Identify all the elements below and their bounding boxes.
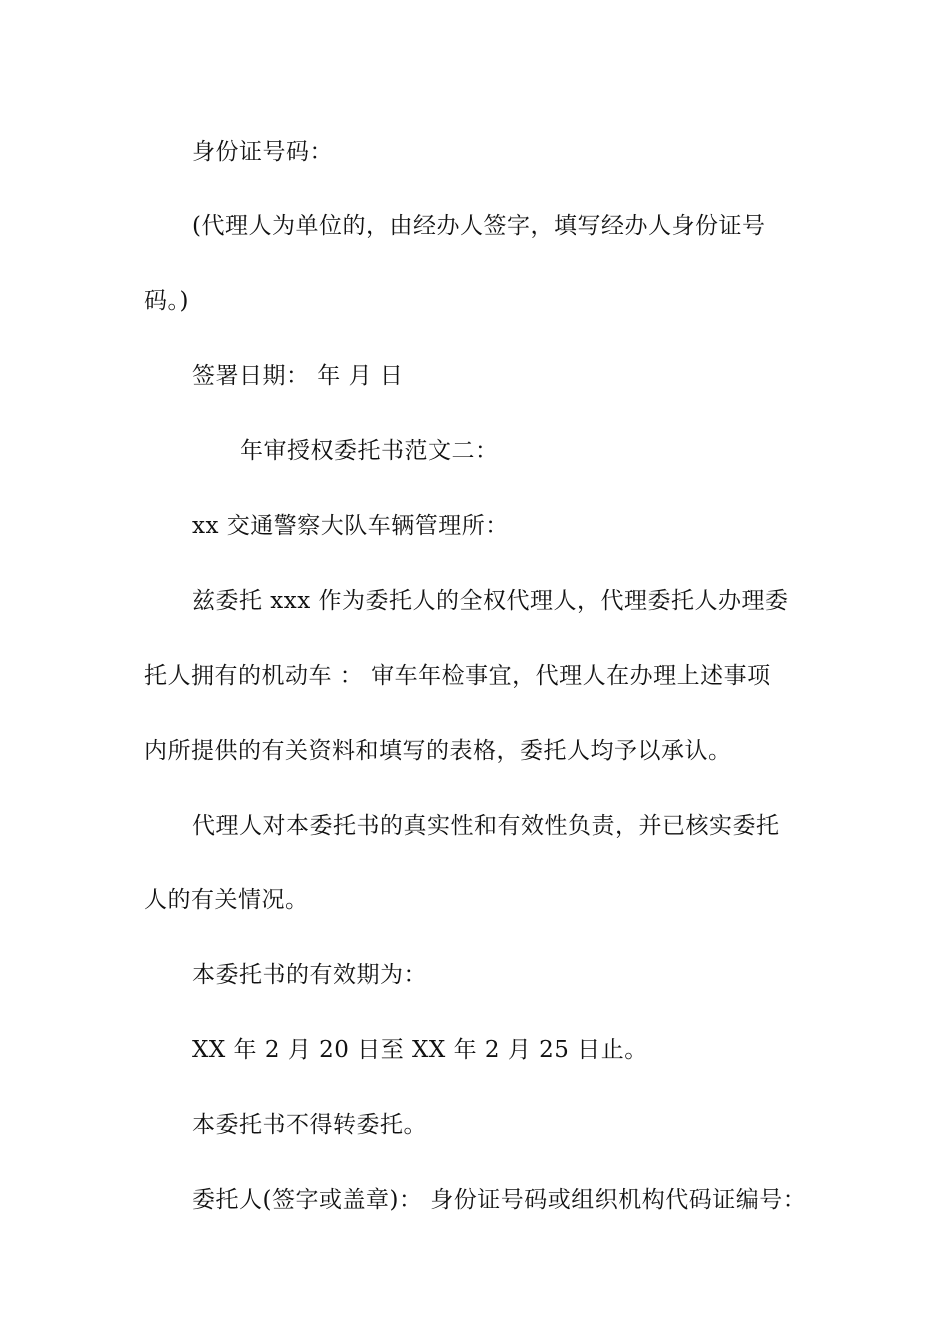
signing-date: 签署日期： 年 月 日 [192, 363, 404, 389]
agent-unit-note-cont: 码。) [144, 288, 189, 314]
no-sub-delegation: 本委托书不得转委托。 [192, 1112, 427, 1138]
paragraph-2-line-1: 代理人对本委托书的真实性和有效性负责，并已核实委托 [192, 813, 780, 839]
principal-signature-line: 委托人(签字或盖章)： 身份证号码或组织机构代码证编号： [192, 1187, 807, 1213]
id-number-label: 身份证号码： [192, 139, 333, 165]
paragraph-2-line-2: 人的有关情况。 [144, 887, 309, 913]
paragraph-1-line-1: 兹委托 xxx 作为委托人的全权代理人，代理委托人办理委 [192, 588, 789, 614]
paragraph-1-line-2: 托人拥有的机动车 ： 审车年检事宜，代理人在办理上述事项 [144, 663, 771, 689]
paragraph-1-line-3: 内所提供的有关资料和填写的表格，委托人均予以承认。 [144, 738, 732, 764]
section-title: 年审授权委托书范文二： [240, 438, 499, 464]
addressee: xx 交通警察大队车辆管理所： [192, 513, 509, 539]
validity-label: 本委托书的有效期为： [192, 962, 427, 988]
validity-period: XX 年 2 月 20 日至 XX 年 2 月 25 日止。 [192, 1037, 648, 1063]
agent-unit-note: (代理人为单位的，由经办人签字，填写经办人身份证号 [192, 213, 766, 239]
